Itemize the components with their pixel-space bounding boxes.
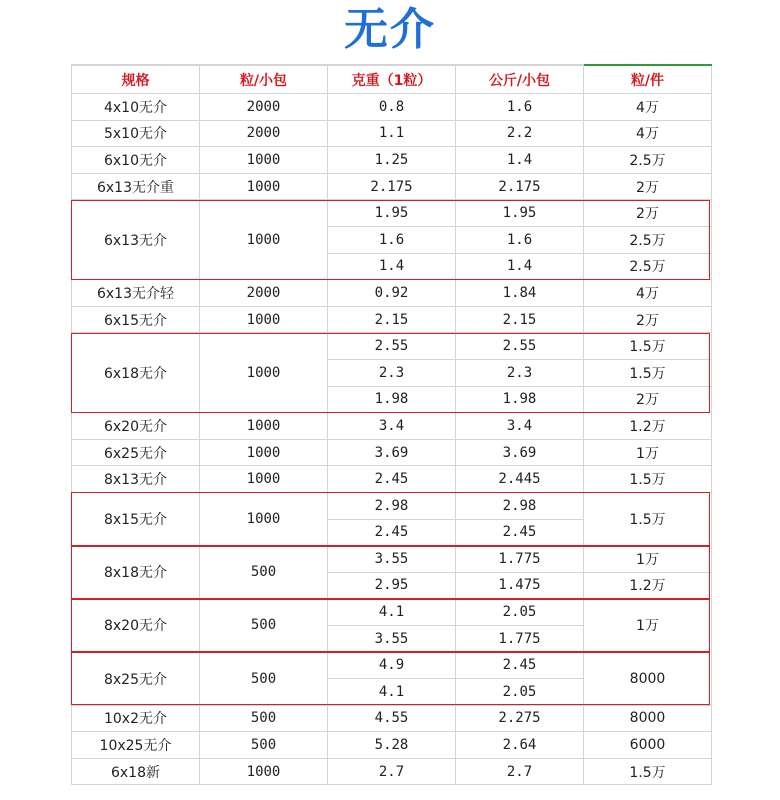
cell-per-pack: 500: [200, 599, 328, 652]
cell-spec: 6x13无介轻: [72, 280, 200, 307]
cell-per-case: 2.5万: [584, 253, 712, 280]
cell-weight: 1.4: [328, 253, 456, 280]
cell-per-case: 1.5万: [584, 333, 712, 360]
cell-per-pack: 500: [200, 546, 328, 599]
cell-per-case: 1万: [584, 439, 712, 466]
table-row: [72, 466, 712, 493]
cell-weight: 1.6: [328, 226, 456, 253]
table-row: [72, 280, 712, 307]
header-row: [72, 65, 712, 94]
cell-spec: 6x15无介: [72, 306, 200, 333]
cell-weight: 4.55: [328, 705, 456, 732]
cell-per-case: 2万: [584, 386, 712, 413]
cell-per-case: 6000: [584, 732, 712, 759]
cell-kg-per-pack: 1.4: [456, 253, 584, 280]
cell-weight: 4.1: [328, 599, 456, 626]
cell-spec: 8x18无介: [72, 546, 200, 599]
cell-spec: 6x13无介重: [72, 173, 200, 200]
table-row: [72, 94, 712, 121]
cell-weight: 2.3: [328, 359, 456, 386]
table-row: [72, 413, 712, 440]
table-row: [72, 758, 712, 785]
table-row: [72, 599, 712, 626]
table-row: [72, 546, 712, 573]
cell-kg-per-pack: 2.45: [456, 652, 584, 679]
cell-kg-per-pack: 1.95: [456, 200, 584, 227]
header-weight: 克重（1粒）: [328, 65, 456, 94]
cell-per-pack: 1000: [200, 413, 328, 440]
cell-per-pack: 1000: [200, 439, 328, 466]
cell-per-case: 1.5万: [584, 466, 712, 493]
table-row: [72, 120, 712, 147]
cell-per-pack: 1000: [200, 306, 328, 333]
cell-per-case: 1.5万: [584, 492, 712, 545]
cell-per-pack: 1000: [200, 333, 328, 413]
cell-per-case: 1.2万: [584, 413, 712, 440]
cell-spec: 10x25无介: [72, 732, 200, 759]
cell-kg-per-pack: 2.175: [456, 173, 584, 200]
table-row: [72, 439, 712, 466]
cell-weight: 3.4: [328, 413, 456, 440]
cell-kg-per-pack: 1.98: [456, 386, 584, 413]
cell-kg-per-pack: 2.05: [456, 599, 584, 626]
cell-per-pack: 1000: [200, 200, 328, 280]
cell-per-pack: 500: [200, 652, 328, 705]
cell-spec: 8x20无介: [72, 599, 200, 652]
cell-weight: 1.98: [328, 386, 456, 413]
table-row: [72, 147, 712, 174]
page-title: 无介: [344, 4, 436, 55]
cell-kg-per-pack: 1.4: [456, 147, 584, 174]
cell-spec: 4x10无介: [72, 94, 200, 121]
cell-spec: 6x20无介: [72, 413, 200, 440]
cell-kg-per-pack: 2.55: [456, 333, 584, 360]
cell-weight: 0.8: [328, 94, 456, 121]
cell-per-case: 2.5万: [584, 147, 712, 174]
cell-kg-per-pack: 1.6: [456, 226, 584, 253]
table-row: [72, 492, 712, 519]
cell-per-case: 1万: [584, 546, 712, 573]
cell-spec: 8x13无介: [72, 466, 200, 493]
table-row: [72, 705, 712, 732]
cell-kg-per-pack: 3.4: [456, 413, 584, 440]
header-per-pack: 粒/小包: [200, 65, 328, 94]
cell-per-pack: 2000: [200, 120, 328, 147]
cell-kg-per-pack: 2.2: [456, 120, 584, 147]
cell-spec: 10x2无介: [72, 705, 200, 732]
table-row: [72, 732, 712, 759]
cell-weight: 1.25: [328, 147, 456, 174]
cell-kg-per-pack: 1.475: [456, 572, 584, 599]
header-spec: 规格: [72, 65, 200, 94]
cell-weight: 2.15: [328, 306, 456, 333]
table-row: [72, 200, 712, 227]
cell-per-case: 8000: [584, 705, 712, 732]
cell-per-case: 2万: [584, 306, 712, 333]
cell-weight: 5.28: [328, 732, 456, 759]
cell-per-pack: 2000: [200, 280, 328, 307]
cell-kg-per-pack: 1.775: [456, 625, 584, 652]
cell-kg-per-pack: 2.45: [456, 519, 584, 546]
cell-per-pack: 1000: [200, 492, 328, 545]
cell-per-case: 2.5万: [584, 226, 712, 253]
cell-per-case: 1.5万: [584, 758, 712, 785]
cell-per-pack: 1000: [200, 758, 328, 785]
table-row: [72, 173, 712, 200]
cell-weight: 2.55: [328, 333, 456, 360]
cell-per-pack: 1000: [200, 466, 328, 493]
cell-per-case: 4万: [584, 94, 712, 121]
cell-per-pack: 500: [200, 705, 328, 732]
header-kg-per-pack: 公斤/小包: [456, 65, 584, 94]
cell-weight: 2.45: [328, 519, 456, 546]
cell-spec: 6x10无介: [72, 147, 200, 174]
table-row: [72, 306, 712, 333]
cell-kg-per-pack: 1.775: [456, 546, 584, 573]
cell-kg-per-pack: 2.15: [456, 306, 584, 333]
cell-weight: 1.1: [328, 120, 456, 147]
cell-kg-per-pack: 2.3: [456, 359, 584, 386]
cell-weight: 4.9: [328, 652, 456, 679]
cell-weight: 2.98: [328, 492, 456, 519]
cell-weight: 3.69: [328, 439, 456, 466]
cell-kg-per-pack: 2.445: [456, 466, 584, 493]
cell-per-pack: 2000: [200, 94, 328, 121]
cell-per-case: 8000: [584, 652, 712, 705]
cell-weight: 4.1: [328, 679, 456, 706]
cell-per-case: 1万: [584, 599, 712, 652]
cell-kg-per-pack: 1.84: [456, 280, 584, 307]
cell-per-case: 1.5万: [584, 359, 712, 386]
cell-spec: 6x18新: [72, 758, 200, 785]
cell-spec: 8x25无介: [72, 652, 200, 705]
header-per-case: 粒/件: [584, 65, 712, 94]
cell-kg-per-pack: 3.69: [456, 439, 584, 466]
cell-weight: 2.45: [328, 466, 456, 493]
cell-spec: 8x15无介: [72, 492, 200, 545]
table-row: [72, 652, 712, 679]
cell-weight: 2.175: [328, 173, 456, 200]
cell-weight: 2.7: [328, 758, 456, 785]
cell-per-case: 4万: [584, 280, 712, 307]
cell-per-pack: 500: [200, 732, 328, 759]
cell-weight: 3.55: [328, 625, 456, 652]
cell-spec: 6x25无介: [72, 439, 200, 466]
spec-table: [71, 64, 712, 785]
cell-per-pack: 1000: [200, 173, 328, 200]
cell-per-case: 2万: [584, 173, 712, 200]
table-row: [72, 333, 712, 360]
table-body: [72, 94, 712, 785]
cell-per-case: 4万: [584, 120, 712, 147]
cell-weight: 0.92: [328, 280, 456, 307]
cell-weight: 2.95: [328, 572, 456, 599]
cell-per-pack: 1000: [200, 147, 328, 174]
cell-kg-per-pack: 1.6: [456, 94, 584, 121]
cell-per-case: 1.2万: [584, 572, 712, 599]
cell-kg-per-pack: 2.05: [456, 679, 584, 706]
cell-per-case: 2万: [584, 200, 712, 227]
cell-kg-per-pack: 2.275: [456, 705, 584, 732]
cell-kg-per-pack: 2.64: [456, 732, 584, 759]
cell-weight: 3.55: [328, 546, 456, 573]
cell-weight: 1.95: [328, 200, 456, 227]
cell-kg-per-pack: 2.98: [456, 492, 584, 519]
cell-spec: 5x10无介: [72, 120, 200, 147]
cell-kg-per-pack: 2.7: [456, 758, 584, 785]
cell-spec: 6x18无介: [72, 333, 200, 413]
cell-spec: 6x13无介: [72, 200, 200, 280]
